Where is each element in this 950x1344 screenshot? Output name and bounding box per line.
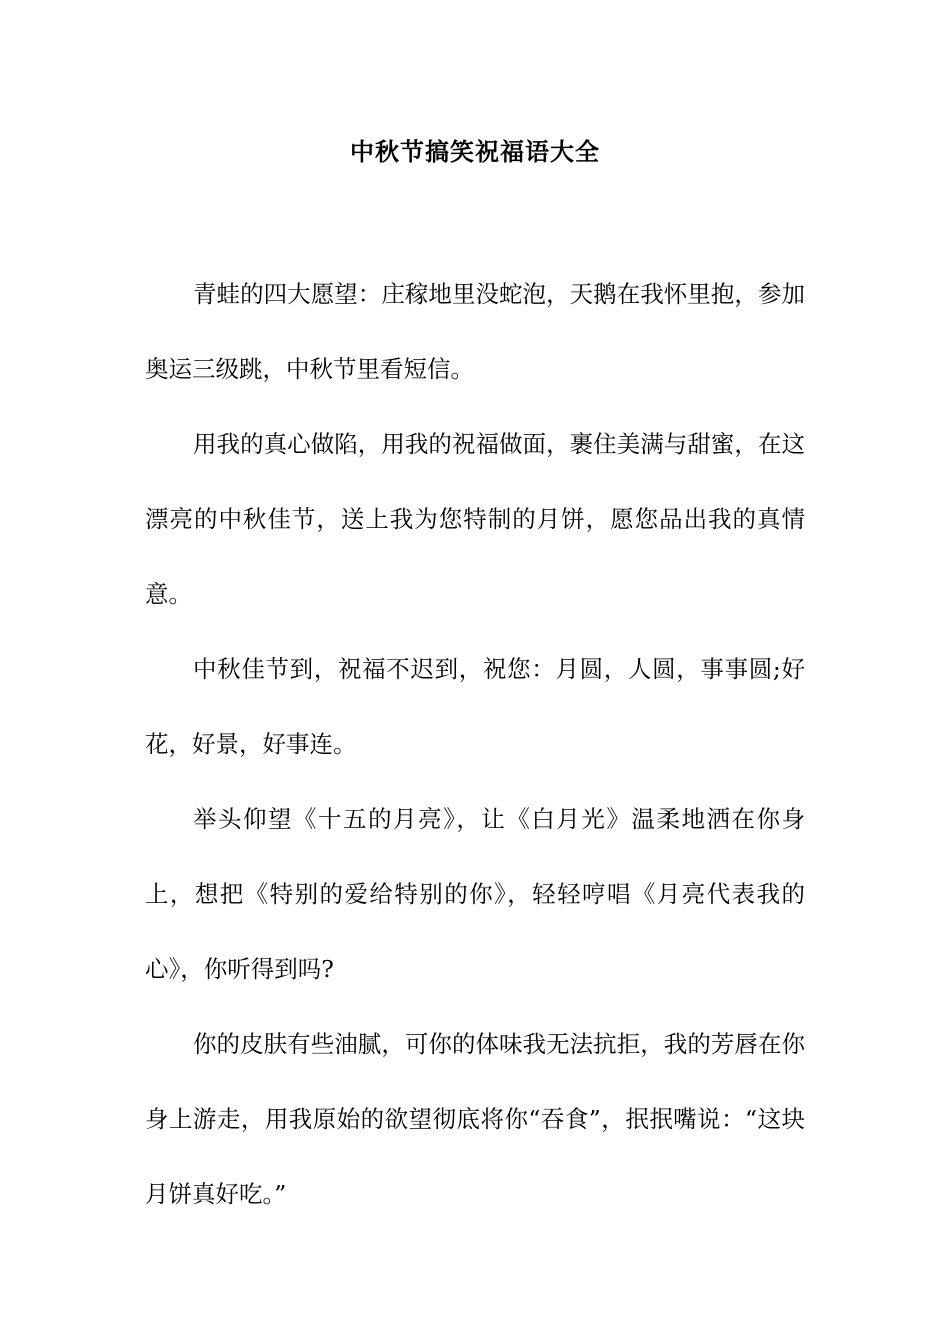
paragraph-moon-songs: 举头仰望《十五的月亮》，让《白月光》温柔地洒在你身上，想把《特别的爱给特别的你》，轻轻哼唱《月亮代表我的心》，你听得到吗? xyxy=(145,805,805,983)
document-title: 中秋节搞笑祝福语大全 xyxy=(350,138,600,166)
paragraph-mooncake-joke: 你的皮肤有些油腻，可你的体味我无法抗拒，我的芳唇在你身上游走，用我原始的欲望彻底将你“吞食”，抿抿嘴说：“这块月饼真好吃。” xyxy=(145,1030,805,1208)
paragraph-frog-wishes: 青蛙的四大愿望：庄稼地里没蛇泡，天鹅在我怀里抱，参加奥运三级跳，中秋节里看短信。 xyxy=(145,280,805,383)
paragraph-mooncake-heart: 用我的真心做陷，用我的祝福做面，裹住美满与甜蜜，在这漂亮的中秋佳节，送上我为您特制的月饼，愿您品出我的真情意。 xyxy=(145,430,805,608)
paragraph-reunion-wishes: 中秋佳节到，祝福不迟到，祝您：月圆，人圆，事事圆;好花，好景，好事连。 xyxy=(145,655,805,758)
document-body xyxy=(145,257,805,1232)
